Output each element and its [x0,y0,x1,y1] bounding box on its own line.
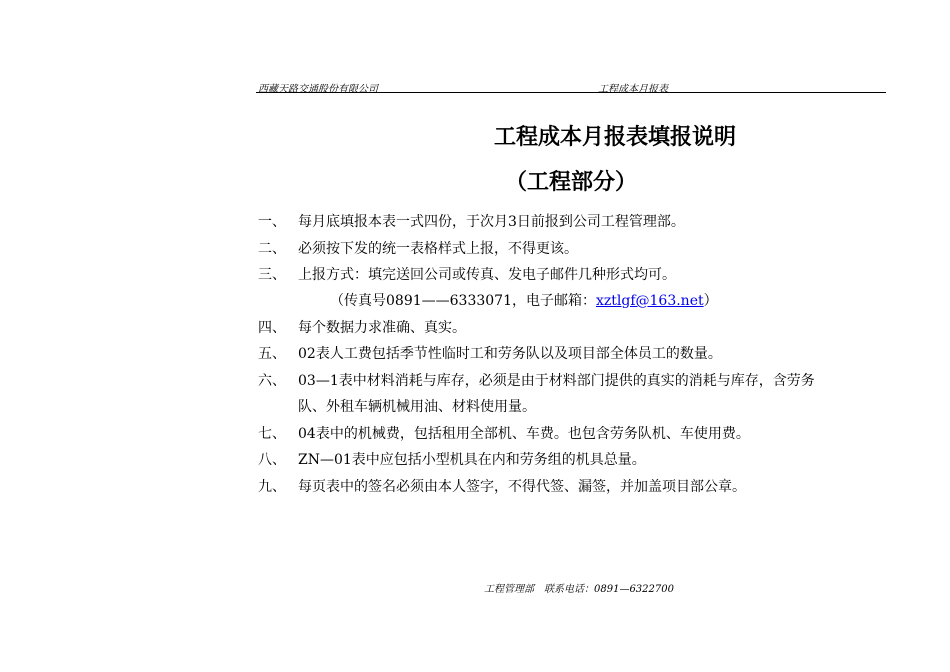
fax-line [330,292,718,310]
list-item [258,345,722,363]
item-text: 04表中的机械费，包括租用全部机、车费。也包含劳务队机、车使用费。 [298,426,750,442]
item-text: 每月底填报本表一式四份，于次月3日前报到公司工程管理部。 [298,214,685,230]
item-number: 一、 [258,214,286,230]
fax-prefix: （传真号0891——6333071，电子邮箱： [330,293,596,309]
list-item [258,478,746,496]
item-number: 五、 [258,346,286,362]
item-text: 上报方式：填完送回公司或传真、发电子邮件几种形式均可。 [298,267,676,283]
list-item [258,240,578,258]
item-number: 八、 [258,452,286,468]
page-subtitle: （工程部分） [504,170,637,195]
item-number: 二、 [258,241,286,257]
item-text: 每页表中的签名必须由本人签字，不得代签、漏签，并加盖项目部公章。 [298,479,746,495]
footer-contact: 工程管理部 联系电话：0891—6322700 [484,584,674,595]
item-number: 九、 [258,479,286,495]
item-number: 七、 [258,426,286,442]
item-number: 六、 [258,373,286,389]
item-text: 每个数据力求准确、真实。 [298,320,466,336]
list-item [258,425,750,443]
item-text: 03—1表中材料消耗与库存，必须是由于材料部门提供的真实的消耗与库存，含劳务 [298,373,815,389]
item-text: 02表人工费包括季节性临时工和劳务队以及项目部全体员工的数量。 [298,346,722,362]
item-continuation: 队、外租车辆机械用油、材料使用量。 [298,399,536,415]
list-item [258,319,466,337]
header-rule [256,92,886,93]
fax-suffix: ） [703,293,718,309]
item-number: 三、 [258,267,286,283]
item-text: ZN—01表中应包括小型机具在内和劳务组的机具总量。 [298,452,646,468]
header-company: 西藏天路交通股份有限公司 [258,84,378,95]
list-item [258,451,646,469]
page-title: 工程成本月报表填报说明 [493,125,736,150]
list-item [258,372,815,390]
list-item [258,266,676,284]
item-number: 四、 [258,320,286,336]
item-text: 必须按下发的统一表格样式上报，不得更该。 [298,241,578,257]
list-item [258,213,685,231]
email-link[interactable]: xztlgf@163.net [595,293,704,309]
header-doc-name: 工程成本月报表 [598,84,668,95]
